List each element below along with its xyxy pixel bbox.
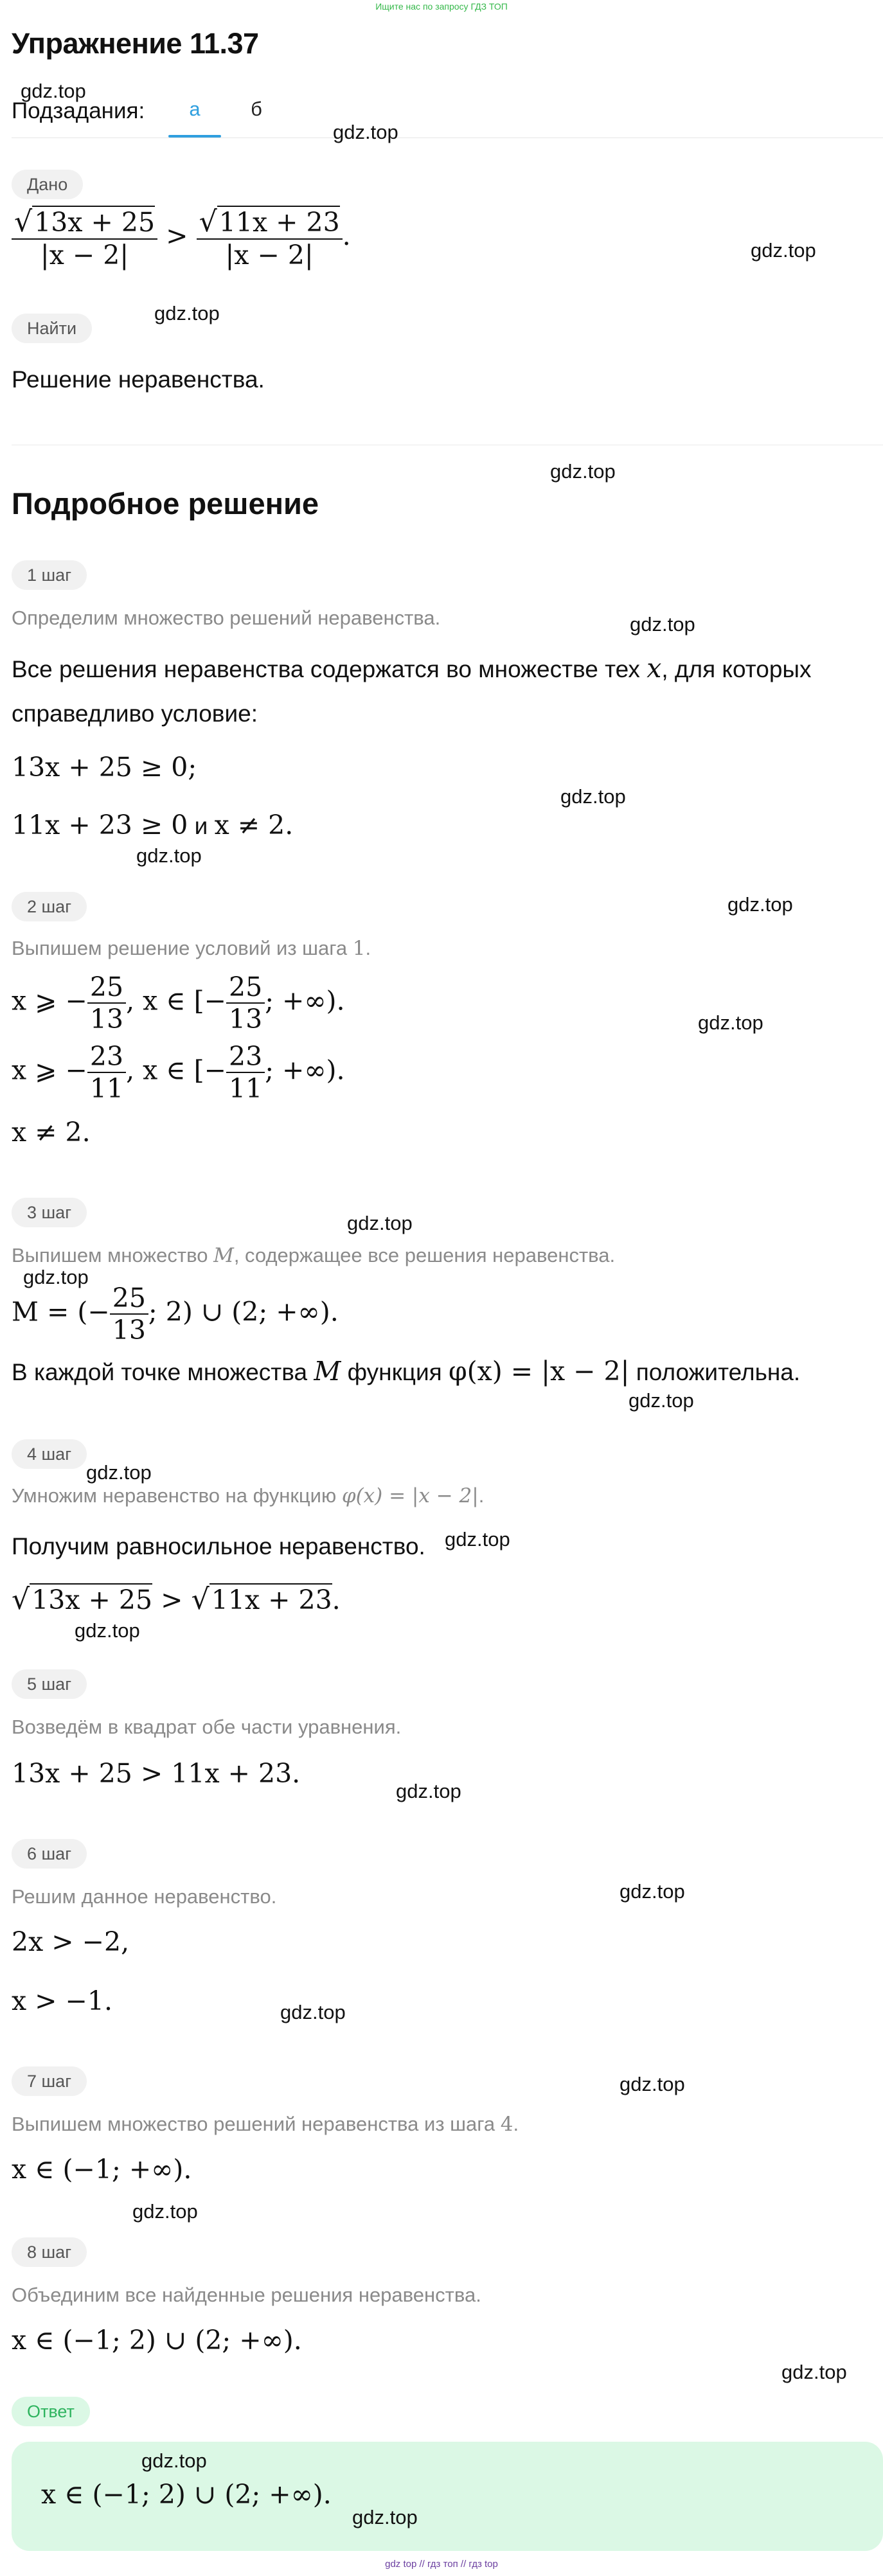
given-operator: > xyxy=(166,220,188,251)
given-inequality xyxy=(12,206,351,271)
watermark: gdz.top xyxy=(21,80,86,102)
find-text: Решение неравенства. xyxy=(12,366,265,393)
step-badge: 6 шаг xyxy=(12,1839,87,1869)
condition-formula xyxy=(12,810,293,840)
watermark: gdz.top xyxy=(560,785,626,808)
radical: √13x + 25 xyxy=(12,1583,153,1616)
watermark: gdz.top xyxy=(629,1389,694,1412)
hint-part: Выпишем множество xyxy=(12,1244,214,1266)
set-formula xyxy=(12,1283,339,1346)
step-hint xyxy=(12,937,371,960)
solution-formula xyxy=(12,972,345,1035)
fraction-denominator: 13 xyxy=(112,1315,146,1346)
hint-part: . xyxy=(365,937,371,959)
step-hint: Возведём в квадрат обе части уравнения. xyxy=(12,1716,402,1738)
solution-formula: 13x + 25 > 11x + 23. xyxy=(12,1758,301,1789)
hint-part: Выпишем множество решений неравенства из шага xyxy=(12,2113,501,2135)
step-hint: Решим данное неравенство. xyxy=(12,1885,277,1908)
watermark: gdz.top xyxy=(781,2361,847,2383)
step-badge: 4 шаг xyxy=(12,1439,87,1469)
fraction-numerator: 25 xyxy=(89,972,124,1002)
watermark: gdz.top xyxy=(698,1011,763,1034)
fraction xyxy=(110,1283,148,1346)
step-text: Получим равносильное неравенство. xyxy=(12,1533,425,1559)
step-text xyxy=(12,653,812,684)
watermark: gdz.top xyxy=(154,302,220,324)
watermark: gdz.top xyxy=(445,1528,510,1550)
step-hint xyxy=(12,1244,615,1267)
formula-part: , x ∈ [− xyxy=(126,985,227,1017)
step-badge: 2 шаг xyxy=(12,892,87,921)
watermark: gdz.top xyxy=(280,2001,346,2023)
radicand: 11x + 23 xyxy=(210,1583,332,1615)
fraction-denominator: 13 xyxy=(89,1004,124,1035)
radical: √11x + 23 xyxy=(191,1583,332,1616)
solution-formula: 2x > −2, xyxy=(12,1926,130,1957)
given-left-denominator: |x − 2| xyxy=(40,240,129,271)
step-text xyxy=(12,1356,800,1387)
variable-x: x xyxy=(647,653,662,684)
answer-badge: Ответ xyxy=(12,2397,90,2426)
watermark: gdz.top xyxy=(550,460,616,483)
condition-part: 11x + 23 ≥ 0 xyxy=(12,810,188,840)
hint-number: 1 xyxy=(352,937,366,960)
condition-formula: 13x + 25 ≥ 0; xyxy=(12,752,197,783)
solution-formula: x ∈ (−1; 2) ∪ (2; +∞). xyxy=(12,2325,302,2356)
hint-number: 4 xyxy=(500,2113,513,2136)
formula-part: x ⩾ − xyxy=(12,1054,87,1086)
tab-subtask-b[interactable]: б xyxy=(251,98,262,120)
radicand: 13x + 25 xyxy=(30,1583,152,1615)
given-left-radicand: 13x + 25 xyxy=(32,206,155,238)
formula-part: . xyxy=(332,1585,341,1615)
hint-part: , содержащее все решения неравенства. xyxy=(233,1244,616,1266)
watermark: gdz.top xyxy=(132,2200,198,2223)
watermark: gdz.top xyxy=(347,1212,413,1234)
watermark: gdz.top xyxy=(23,1266,89,1288)
solution-formula: x ≠ 2. xyxy=(12,1117,91,1148)
watermark: gdz.top xyxy=(630,613,695,635)
step-badge: 1 шаг xyxy=(12,560,87,590)
hint-part: . xyxy=(513,2113,519,2135)
watermark: gdz.top xyxy=(396,1780,461,1802)
formula-operator: > xyxy=(161,1585,183,1615)
given-left-fraction: $\frac{√13x + 25}{|x - 2|}$ xyxy=(12,206,157,271)
watermark: gdz.top xyxy=(727,893,793,916)
formula-part: ; 2) ∪ (2; +∞). xyxy=(148,1296,339,1328)
step-text-part: функция xyxy=(341,1359,449,1385)
hint-part: Выпишем решение условий из шага xyxy=(12,937,353,959)
condition-conjunction: и xyxy=(194,813,208,839)
fraction-denominator: 11 xyxy=(89,1073,124,1104)
tab-subtask-a[interactable]: а xyxy=(189,98,201,120)
fraction-numerator: 23 xyxy=(229,1041,263,1072)
watermark: gdz.top xyxy=(751,239,816,262)
step-text-part: В каждой точке множества xyxy=(12,1359,314,1385)
fraction-numerator: 23 xyxy=(89,1041,124,1072)
footer-links[interactable]: gdz top // гдз топ // гдз top xyxy=(385,2559,498,2570)
step-text-part: положительна. xyxy=(629,1359,801,1385)
step-hint xyxy=(12,2113,519,2136)
solution-formula: x > −1. xyxy=(12,1985,113,2016)
step-hint: Определим множество решений неравенства. xyxy=(12,607,441,629)
fraction xyxy=(87,972,126,1035)
given-right-fraction: $\frac{√11x + 23}{|x - 2|}$ xyxy=(197,206,343,271)
hint-part: Умножим неравенство на функцию xyxy=(12,1484,342,1507)
solution-formula: x ∈ (−1; +∞). xyxy=(12,2154,192,2185)
formula-part: x ⩾ − xyxy=(12,985,87,1017)
page-title: Упражнение 11.37 xyxy=(12,27,259,60)
function-formula: φ(x) = |x − 2| xyxy=(448,1356,630,1387)
formula-part: ; +∞). xyxy=(265,1054,345,1086)
given-badge: Дано xyxy=(12,170,83,199)
variable-m: M xyxy=(314,1356,341,1387)
fraction xyxy=(226,972,265,1035)
given-end: . xyxy=(342,220,351,251)
step-text-part: Все решения неравенства содержатся во множестве тех xyxy=(12,656,647,682)
function-formula: φ(x) = |x − 2| xyxy=(341,1484,479,1507)
watermark: gdz.top xyxy=(620,2073,685,2095)
step-text: справедливо условие: xyxy=(12,700,258,727)
given-right-denominator: |x − 2| xyxy=(225,240,314,271)
answer-formula: x ∈ (−1; 2) ∪ (2; +∞). xyxy=(41,2479,332,2510)
fraction-numerator: 25 xyxy=(229,972,263,1002)
watermark: gdz.top xyxy=(352,2506,418,2528)
watermark: gdz.top xyxy=(141,2449,207,2472)
step-badge: 5 шаг xyxy=(12,1669,87,1699)
inequality-formula xyxy=(12,1583,341,1616)
solution-formula xyxy=(12,1041,345,1104)
watermark: gdz.top xyxy=(136,844,202,867)
given-right-radicand: 11x + 23 xyxy=(217,206,340,238)
watermark: gdz.top xyxy=(75,1619,140,1642)
fraction xyxy=(87,1041,126,1104)
formula-part: , x ∈ [− xyxy=(126,1054,227,1086)
step-badge: 7 шаг xyxy=(12,2066,87,2096)
formula-part: ; +∞). xyxy=(265,985,345,1017)
watermark: gdz.top xyxy=(86,1461,152,1484)
watermark: gdz.top xyxy=(620,1880,685,1903)
formula-part: M = (− xyxy=(12,1296,110,1328)
condition-part: x ≠ 2. xyxy=(214,810,294,840)
subtasks-label: Подзадания: xyxy=(12,98,145,123)
step-hint: Объединим все найденные решения неравенства. xyxy=(12,2284,481,2306)
solution-title: Подробное решение xyxy=(12,486,319,520)
fraction-denominator: 11 xyxy=(229,1073,263,1104)
step-hint xyxy=(12,1484,484,1507)
fraction-numerator: 25 xyxy=(112,1283,146,1313)
fraction xyxy=(226,1041,265,1104)
find-badge: Найти xyxy=(12,314,92,343)
step-text-part: , для которых xyxy=(661,656,812,682)
variable-m: M xyxy=(213,1244,234,1267)
search-hint: Ищите нас по запросу ГДЗ ТОП xyxy=(375,1,508,12)
watermark: gdz.top xyxy=(333,121,398,143)
hint-part: . xyxy=(478,1484,485,1507)
step-badge: 3 шаг xyxy=(12,1198,87,1227)
step-badge: 8 шаг xyxy=(12,2237,87,2267)
fraction-denominator: 13 xyxy=(229,1004,263,1035)
